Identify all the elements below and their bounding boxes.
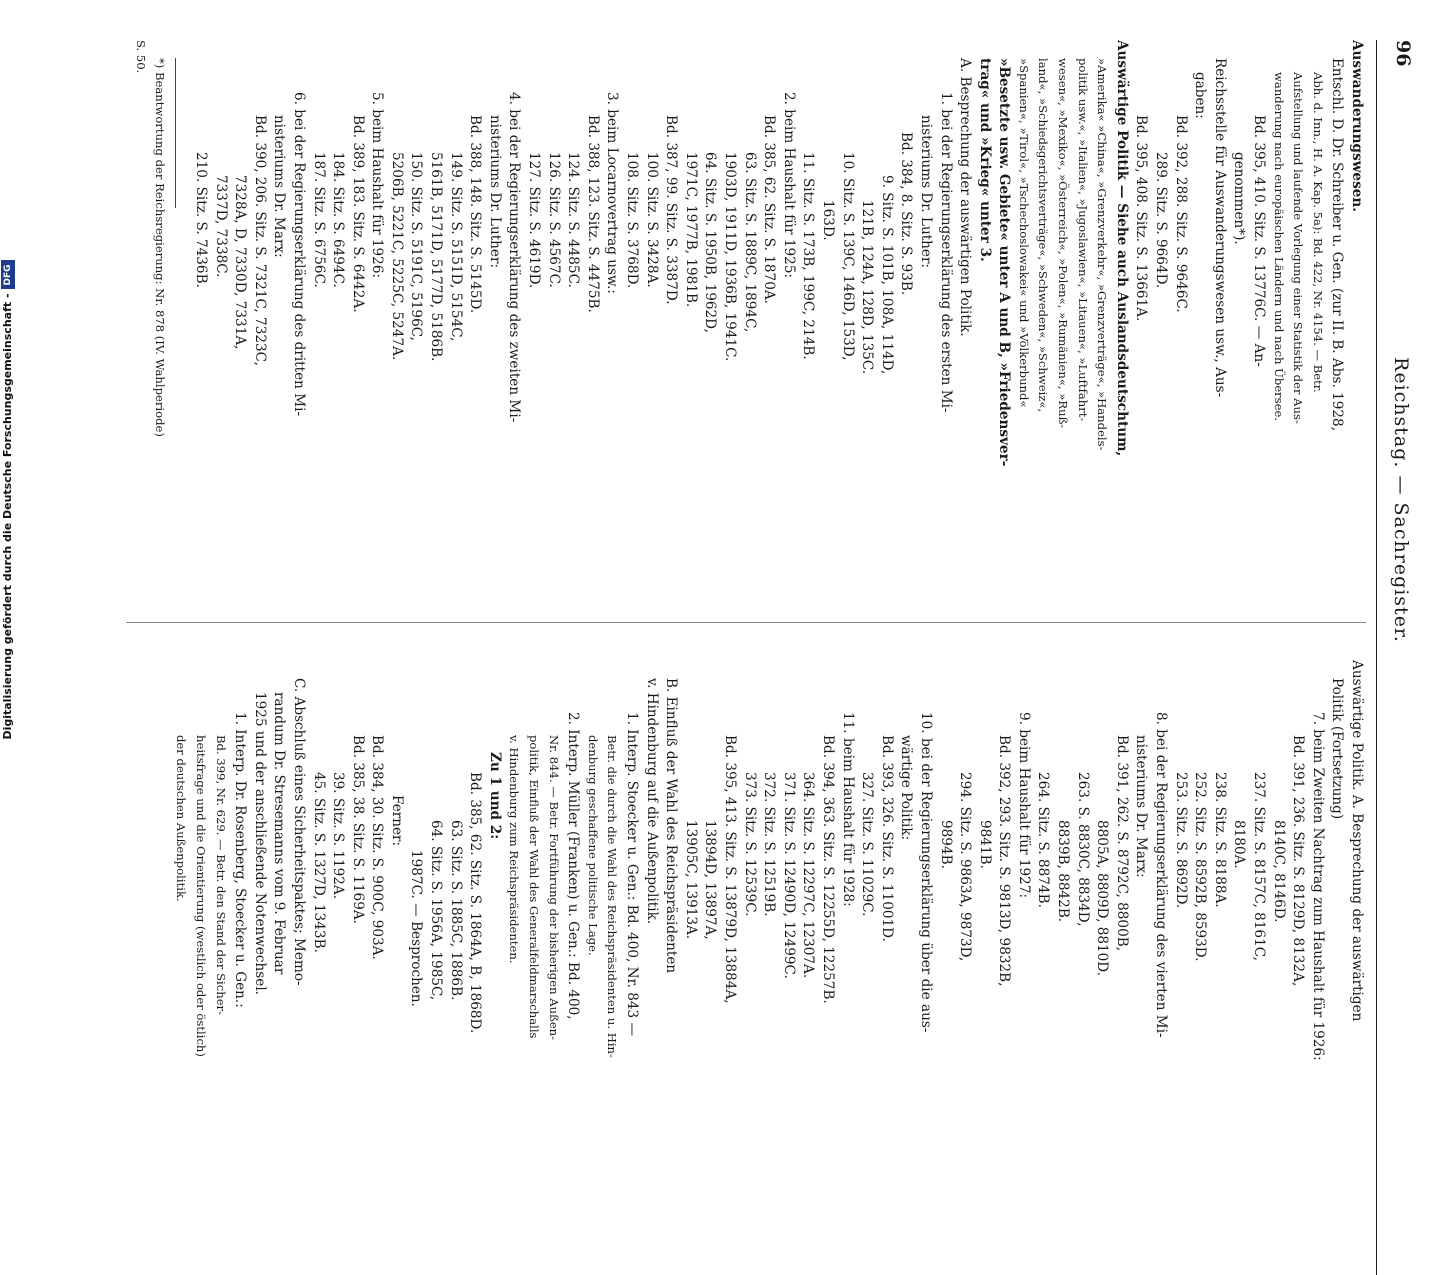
left-column-line: 63. Sitz. S. 1889C, 1894C, (741, 152, 758, 333)
left-column-line: Aufstellung und laufende Vorlegung einer Statistik der Aus- (1291, 72, 1306, 424)
left-column-line: 124. Sitz. S. 4485C. (565, 152, 582, 288)
right-column-line: nisteriums Dr. Marx: (1133, 735, 1150, 878)
right-column-line: 8140C, 8146D. (1270, 820, 1287, 923)
right-column-line: 45. Sitz. S. 1327D, 1343B. (310, 772, 327, 953)
right-column-line: Bd. 385, 62. Sitz. S. 1864A, B, 1868D. (467, 772, 484, 1034)
left-column-line: 127. Sitz. S. 4619D. (526, 152, 543, 289)
right-column-line: v. Hindenburg auf die Außenpolitik. (643, 678, 660, 925)
left-column-line: 108. Sitz. S. 3768D. (624, 152, 641, 289)
left-column-line: politik usw.«, »Italien«, »Jugoslawien«, »Litauen«, »Luftfahrt- (1075, 58, 1090, 422)
footnote-continuation: S. 50. (133, 40, 148, 74)
column-divider (126, 622, 1366, 623)
page-number: 96 (1392, 40, 1414, 67)
right-column-line: Bd. 395, 413. Sitz. S. 13879D, 13884A, (722, 735, 738, 1004)
right-column-line: 264. Sitz. S. 8874B. (1035, 772, 1052, 908)
right-column-line: Bd. 391, 236. Sitz. S. 8129D, 8132A, (1290, 735, 1307, 987)
right-column-line: 237. Sitz. S. 8157C, 8161C, (1251, 772, 1268, 961)
left-column-line: 11. Sitz. S. 173B, 199C, 214B. (800, 152, 817, 360)
right-column-line: 263. S. 8830C, 8834D, (1074, 772, 1091, 927)
right-column-line: 39. Sitz. S. 1192A. (330, 772, 347, 900)
right-column-line: 327. Sitz. S. 11029C. (859, 772, 876, 917)
right-column-line: wärtige Politik: (898, 735, 915, 841)
left-column-line: 64. Sitz. S. 1950B, 1962D, (702, 152, 719, 333)
right-column-line: Betr. die durch die Wahl des Reichspräsidenten u. Hin- (605, 735, 620, 1058)
left-column-line: »Amerika« »China«, »Grenzverkehr«, »Grenzverträge«, »Handels- (1095, 58, 1110, 451)
left-column-line: 5161B, 5171D, 5177D, 5186B. (428, 152, 445, 362)
left-column-line: 100. Sitz. S. 3428A. (643, 152, 660, 288)
footnote-rule (175, 58, 176, 208)
dfg-logo: DFG (1, 260, 15, 289)
left-column-line: wesen«, »Mexiko«, »Österreich«, »Polen«, »Rumänien«, »Ruß- (1056, 58, 1071, 429)
right-column-line: 63. Sitz. S. 1885C, 1886B. (447, 820, 464, 1001)
right-column-line: 9. beim Haushalt für 1927: (1015, 712, 1032, 899)
right-column-line: 294. Sitz. S. 9863A, 9873D, (957, 772, 974, 962)
left-column-line: Reichsstelle für Auswanderungswesen usw., Aus- (1211, 58, 1228, 398)
right-column-line: 11. beim Haushalt für 1928: (839, 712, 856, 907)
right-column-line: 9841B. (976, 820, 993, 869)
left-column-line: 4. bei der Regierungserklärung des zweiten Mi- (506, 92, 523, 423)
right-column-line: 371. Sitz. S. 12490D, 12499C. (780, 772, 797, 979)
right-column-line: heitsfrage und die Orientierung (westlich oder östlich) (193, 735, 208, 1057)
right-column-line: 364. Sitz. S. 12297C, 12307A. (800, 772, 817, 979)
left-column-line: 150. Sitz. S. 5191C, 5196C, (408, 152, 425, 341)
left-column-line: Bd. 387, 99. Sitz. S. 3387D. (663, 115, 680, 305)
left-column-line: Auswanderungswesen. (1349, 40, 1365, 212)
right-column-line: 252. Sitz. S. 8592B, 8593D. (1192, 772, 1209, 962)
left-column-line: 10. Sitz. S. 139C, 146D, 153D, (839, 152, 856, 361)
left-column-line: 1903D, 1911D, 1936B, 1941C. (722, 152, 738, 362)
credit-text: Digitalisierung gefördert durch die Deutsche Forschungsgemeinschaft - (1, 293, 14, 740)
left-column-line: nisteriums Dr. Marx: (271, 115, 288, 258)
right-column-line: der deutschen Außenpolitik. (174, 735, 189, 902)
right-column-line: randum Dr. Stresemanns vom 9. Februar (271, 692, 288, 975)
right-column-line: 64. Sitz. S. 1956A, 1985C, (428, 820, 445, 1001)
left-column-line: Bd. 395, 408. Sitz. S. 13661A. (1133, 115, 1150, 322)
running-header: Reichstag. — Sachregister. (1390, 357, 1412, 643)
left-column-line: 289. Sitz. S. 9664D. (1153, 152, 1170, 289)
right-column-line: 373. Sitz. S. 12539C. (741, 772, 758, 917)
left-column (130, 40, 1366, 620)
right-column-line: 8. bei der Regierungserklärung des vierten Mi- (1153, 712, 1170, 1038)
left-column-line: 1. bei der Regierungserklärung des ersten Mi- (937, 92, 954, 413)
right-column-line: 2. Interp. Müller (Franken) u. Gen.: Bd. 400, (565, 712, 582, 1020)
right-column-line: 13905C, 13913A. (682, 820, 699, 940)
right-column-line: 8839B, 8842B. (1055, 820, 1072, 923)
right-column-line: 8805A, 8809D, 8810D. (1094, 820, 1111, 977)
left-column-line: 9. Sitz. S. 101B, 108A, 114D, (878, 175, 895, 375)
right-column-line: B. Einfluß der Wahl des Reichspräsidenten (663, 678, 680, 974)
right-column-line: politik, Einfluß der Wahl des Generalfeldmarschalls (527, 735, 542, 1039)
left-column-line: 5206B, 5221C, 5225C, 5247A. (388, 152, 405, 361)
right-column (171, 660, 1366, 1260)
digitization-credit (0, 0, 15, 1000)
left-column-line: Bd. 395, 410. Sitz. S. 13776C. — An- (1251, 115, 1268, 367)
left-column-line: 126. Sitz. S. 4567C. (545, 152, 562, 288)
right-column-line: 238. Sitz. S. 8188A. (1211, 772, 1228, 908)
left-column-line: 210. Sitz. S. 7436B. (192, 152, 209, 288)
left-column-line: Bd. 385, 62. Sitz. S. 1870A. (761, 115, 778, 304)
right-column-line: Bd. 385, 38. Sitz. S. 1169A. (349, 735, 366, 924)
right-column-line: v. Hindenburg zum Reichspräsidenten. (507, 735, 522, 964)
right-column-line: 1. Interp. Dr. Rosenberg, Stoecker u. Gen.: (232, 712, 249, 1008)
right-column-line: Bd. 392, 293. Sitz. S. 9813D, 9832B, (996, 735, 1013, 987)
left-column-line: nisteriums Dr. Luther: (486, 115, 503, 269)
right-column-line: 372. Sitz. S. 12519B. (761, 772, 778, 917)
left-column-line: Bd. 392, 288. Sitz. S. 9646C. (1172, 115, 1189, 313)
right-column-line: Bd. 391, 262. S. 8792C, 8800B, (1113, 735, 1130, 952)
left-column-line: Bd. 390, 206. Sitz. S. 7321C, 7323C, (251, 115, 268, 366)
left-column-line: nisteriums Dr. Luther: (917, 115, 934, 269)
right-column-line: Bd. 384, 30. Sitz. S. 900C, 903A. (369, 735, 386, 960)
left-column-line: »Spanien«, »Tirol«, »Tschechoslowakei« und »Völkerbund« (1016, 58, 1031, 408)
left-column-line: 5. beim Haushalt für 1926: (369, 92, 386, 279)
right-column-line: Bd. 394, 363. Sitz. S. 12255D, 12257B. (819, 735, 836, 1004)
left-column-line: 187. Sitz. S. 6756C. (310, 152, 327, 288)
right-column-line: 9894B. (937, 820, 954, 869)
right-column-line: Ferner: (388, 795, 405, 847)
header-rule (1376, 40, 1377, 1275)
left-column-line: Bd. 388, 148. Sitz. S. 5145D. (467, 115, 484, 314)
left-column-line: 6. bei der Regierungserklärung des dritten Mi- (290, 92, 307, 417)
right-column-line: 7. beim Zweiten Nachtrag zum Haushalt für 1926: (1309, 712, 1326, 1061)
right-column-line: Nr. 844. — Betr. Fortführung der bisherigen Außen- (546, 735, 561, 1041)
left-column-line: 149. Sitz. S. 5151D, 5154C, (447, 152, 464, 342)
right-column-line: denburg geschaffene politische Lage. (585, 735, 600, 956)
right-column-line: 8180A. (1231, 820, 1248, 869)
left-column-line: 2. beim Haushalt für 1925: (780, 92, 797, 279)
right-column-line: 1. Interp. Stoecker u. Gen.: Bd. 400, Nr. 843 — (624, 712, 641, 1037)
left-column-line: gaben: (1192, 72, 1209, 119)
left-column-line: land«, »Schiedsgerichtsverträge«, »Schweden«, »Schweiz«, (1036, 58, 1051, 413)
left-column-line: wanderung nach europäischen Ländern und nach Übersee. (1271, 72, 1286, 422)
right-column-line: 253. Sitz. S. 8692D. (1172, 772, 1189, 909)
right-column-line: 1987C. — Besprochen. (408, 850, 425, 1007)
right-column-line: Politik (Fortsetzung) (1329, 678, 1346, 820)
left-column-line: genommen*). (1231, 152, 1248, 245)
left-column-line: 7337D, 7338C. (212, 175, 229, 278)
right-column-line: Bd. 393, 326. Sitz. S. 11001D. (878, 735, 895, 942)
right-column-line: Zu 1 und 2: (486, 752, 503, 840)
right-column-line: 1925 und der anschließende Notenwechsel. (251, 692, 268, 995)
left-column-line: 7328A, D, 7330D, 7331A, (232, 175, 249, 350)
left-column-line: Entschl. D. Dr. Schreiber u. Gen. (zur II. B. Abs. 1928, (1329, 58, 1346, 432)
right-column-line: 13894D, 13897A, (702, 820, 719, 940)
right-column-line: 10. bei der Regierungserklärung über die aus- (917, 712, 934, 1033)
left-column-line: trag« und »Krieg« unter 3. (976, 58, 993, 262)
left-column-line: Abh. d. Inn., H. A. Kap. 5a): Bd. 422, Nr. 4154. — Betr. (1310, 72, 1325, 393)
left-column-line: 184. Sitz. S. 6494C. (330, 152, 347, 288)
left-column-line: »Besetzte usw. Gebiete« unter A und B, »Friedensver- (996, 58, 1013, 467)
left-column-line: Bd. 389, 183. Sitz. S. 6442A. (349, 115, 366, 313)
left-column-line: 121B, 124A, 128D, 135C. (859, 200, 876, 375)
left-column-line: 1971C, 1977B, 1981B. (682, 152, 699, 308)
left-column-line: A. Besprechung der auswärtigen Politik. (957, 58, 974, 337)
footnote: *) Beantwortung der Reichsregierung: Nr. 878 (IV. Wahlperiode) (153, 58, 168, 437)
right-column-line: Auswärtige Politik. A. Besprechung der auswärtigen (1349, 660, 1365, 1022)
right-column-line: C. Abschluß eines Sicherheitspaktes; Memo- (290, 678, 307, 986)
right-column-line: Bd. 399, Nr. 629. — Betr. den Stand der Sicher- (213, 735, 228, 1016)
left-column-line: 163D. (819, 200, 836, 241)
left-column-line: Auswärtige Politik — Siehe auch Auslandsdeutschtum, (1113, 40, 1130, 457)
left-column-line: 3. beim Locarnovertrag usw.: (604, 92, 621, 294)
left-column-line: Bd. 388, 123. Sitz. S. 4475B. (584, 115, 601, 313)
left-column-line: Bd. 384, 8. Sitz. S. 93B. (898, 132, 915, 296)
